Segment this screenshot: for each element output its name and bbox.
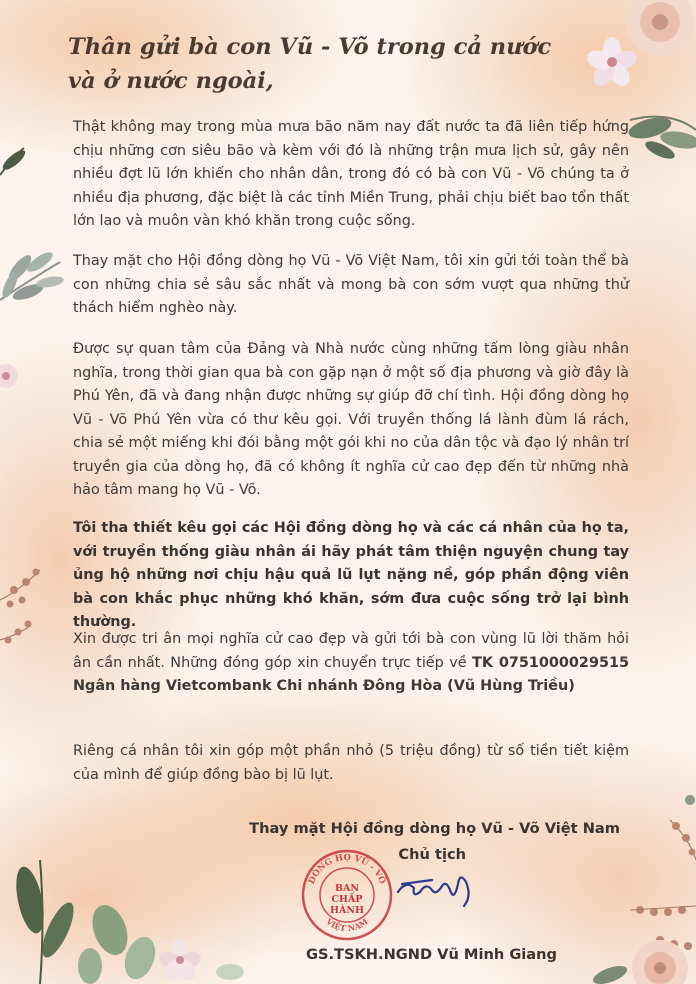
bank-account: TK 0751000029515 Ngân hàng Vietcombank Chi nhánh Đông Hòa (Vũ Hùng Triều) (73, 654, 629, 694)
paragraph-4-appeal: Tôi tha thiết kêu gọi các Hội đồng dòng họ và các cá nhân của họ ta, với truyền thống giàu nhân ái hãy phát tâm thiện nguyện chung tay ủng hộ những nơi chịu hậu quả lũ lụt nặng nề, góp phần động viên bà con khắc phục những khó khăn, sớm đưa cuộc sống trở lại bình thường. (73, 520, 629, 630)
donation-intro: Xin được tri ân mọi nghĩa cử cao đẹp và gửi tới bà con vùng lũ lời thăm hỏi ân cần nhất. Những đóng góp xin chuyển trực tiếp về (73, 631, 629, 671)
seal-ring-bottom: VIỆT NAM (324, 916, 370, 934)
signature-org: Thay mặt Hội đồng dòng họ Vũ - Võ Việt Nam (249, 820, 620, 837)
paragraph-5-donation (73, 628, 629, 699)
svg-text:DÒNG HỌ VŨ - VÕ (307, 853, 389, 886)
signature-name: GS.TSKH.NGND Vũ Minh Giang (306, 946, 557, 963)
paragraph-2: Thay mặt cho Hội đồng dòng họ Vũ - Võ Việt Nam, tôi xin gửi tới toàn thể bà con những chia sẻ sâu sắc nhất và mong bà con sớm vượt qua những thử thách hiểm nghèo này. (73, 253, 629, 316)
handwritten-signature (392, 862, 482, 912)
signature-role: Chủ tịch (398, 846, 466, 863)
svg-text:VIỆT NAM (323, 916, 369, 934)
paragraph-1: Thật không may trong mùa mưa bão năm nay đất nước ta đã liên tiếp hứng chịu những cơn siêu bão và kèm với đó là những trận mưa lịch sử, gây nên nhiều đợt lũ lớn khiến cho nhân dân, trong đó có bà con Vũ - Võ chúng ta ở nhiều địa phương, đặc biệt là các tỉnh Miền Trung, phải chịu biết bao tổn thất lớn lao và muôn vàn khó khăn trong cuộc sống. (73, 119, 629, 229)
greeting-line-1: Thân gửi bà con Vũ - Võ trong cả nước (68, 34, 552, 60)
seal-center-line-2: CHẤP HÀNH (329, 894, 364, 916)
paragraph-6-personal: Riêng cá nhân tôi xin góp một phần nhỏ (5 triệu đồng) từ số tiền tiết kiệm của mình để giúp đồng bào bị lũ lụt. (73, 743, 629, 783)
greeting-line-2: và ở nước ngoài, (68, 68, 274, 94)
seal-ring-top: DÒNG HỌ VŨ - VÕ (306, 852, 388, 886)
seal-center-line-1: BAN (334, 883, 360, 894)
greeting-heading (68, 30, 628, 98)
paragraph-3: Được sự quan tâm của Đảng và Nhà nước cùng những tấm lòng giàu nhân nghĩa, trong thời gian qua bà con gặp nạn ở một số địa phương và giờ đây là Phú Yên, đã và đang nhận được những sự giúp đỡ chí tình. Hội đồng dòng họ Vũ - Võ Phú Yên vừa có thư kêu gọi. Với truyền thống lá lành đùm lá rách, chia sẻ một miếng khi đói bằng một gói khi no của dân tộc và đạo lý nhân trí truyền gia của dòng họ, đã có không ít nghĩa cử cao đẹp đến từ những nhà hảo tâm mang họ Vũ - Võ. (73, 341, 629, 498)
seal-center (323, 883, 371, 916)
